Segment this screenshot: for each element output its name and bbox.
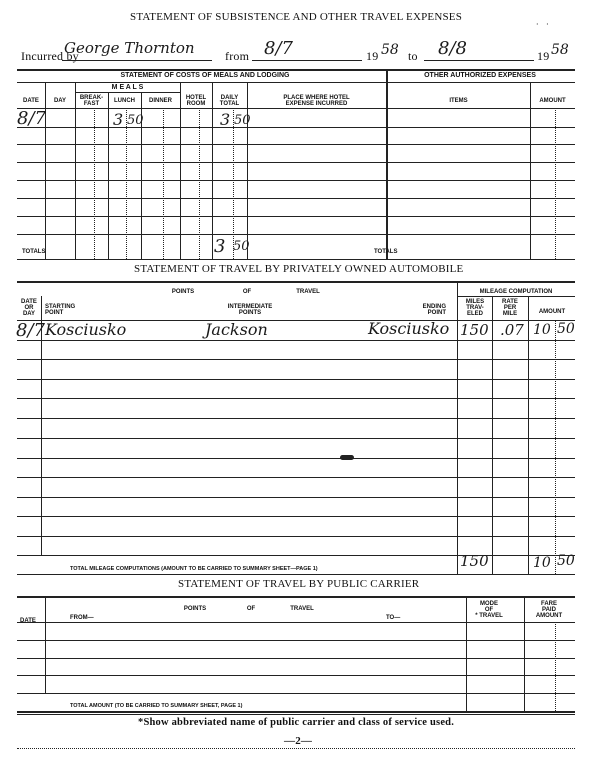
meals-entry-daily-cents: 50	[234, 113, 251, 128]
year-value-1: 58	[381, 42, 399, 58]
from-label: from	[225, 49, 250, 63]
other-expenses-title: OTHER AUTHORIZED EXPENSES	[424, 72, 536, 79]
meals-totals-dollars: 3	[214, 236, 226, 257]
meals-entry-date: 8/7	[17, 108, 46, 129]
ink-smudge	[340, 455, 354, 460]
auto-entry-end: Kosciusko	[368, 319, 450, 338]
auto-entry-date: 8/7	[16, 320, 45, 341]
carrier-of-label: OF	[246, 606, 256, 612]
col-lunch-header: LUNCH	[114, 98, 135, 104]
meals-group-label: M E A L S	[111, 84, 144, 91]
page-number: —2—	[284, 735, 313, 747]
carrier-points-label: POINTS	[183, 606, 207, 612]
footer-note: *Show abbreviated name of public carrier and class of service used.	[138, 717, 455, 728]
to-label: to	[408, 49, 418, 63]
to-date-value: 8/8	[438, 38, 467, 59]
meals-entry-daily-dollars: 3	[220, 110, 231, 129]
auto-total-miles: 150	[460, 552, 489, 570]
col-place-header: PLACE WHERE HOTEL EXPENSE INCURRED	[283, 95, 350, 107]
col-date-header: DATE	[23, 98, 39, 104]
carrier-col-mode-header: MODE OF * TRAVEL	[475, 601, 503, 619]
col-breakfast-header: BREAK- FAST	[79, 95, 104, 107]
auto-col-starting-header: STARTING POINT	[45, 304, 76, 316]
year-prefix-1: 19	[366, 49, 379, 63]
auto-points-label: POINTS	[171, 289, 195, 295]
auto-entry-intermediate: Jackson	[205, 320, 268, 339]
carrier-total-label: TOTAL AMOUNT (TO BE CARRIED TO SUMMARY SHEET, PAGE 1)	[70, 703, 243, 709]
year-value-2: 58	[551, 42, 569, 58]
meals-section-title: STATEMENT OF COSTS OF MEALS AND LODGING	[120, 72, 290, 79]
auto-entry-miles: 150	[460, 321, 489, 339]
year-prefix-2: 19	[537, 49, 550, 63]
carrier-travel-label: TRAVEL	[290, 606, 314, 612]
auto-section-title: STATEMENT OF TRAVEL BY PRIVATELY OWNED AUTOMOBILE	[134, 263, 464, 275]
auto-entry-start: Kosciusko	[45, 320, 127, 339]
carrier-col-from-header: FROM—	[70, 615, 94, 621]
auto-travel-label: TRAVEL	[296, 289, 320, 295]
page-bottom-rule	[17, 748, 575, 749]
incurred-by-underline	[62, 60, 212, 61]
auto-total-cents: 50	[557, 553, 575, 569]
col-amount-header: AMOUNT	[539, 98, 566, 104]
other-totals-label: TOTALS	[374, 249, 398, 255]
corner-mark: · ·	[536, 20, 549, 29]
carrier-col-to-header: TO—	[386, 615, 401, 621]
col-dinner-header: DINNER	[148, 98, 172, 104]
auto-entry-rate: .07	[500, 321, 524, 339]
auto-total-dollars: 10	[533, 555, 551, 571]
incurred-by-value: George Thornton	[64, 39, 195, 57]
auto-entry-amount-cents: 50	[557, 321, 575, 337]
from-underline	[252, 60, 362, 61]
auto-col-amount-header: AMOUNT	[538, 309, 566, 315]
col-daily-header: DAILY TOTAL	[219, 95, 240, 107]
auto-col-rate-header: RATE PER MILE	[502, 299, 518, 317]
auto-col-miles-header: MILES TRAV- ELED	[465, 299, 485, 317]
auto-of-label: OF	[242, 289, 252, 295]
auto-col-intermediate-header: INTERMEDIATE POINTS	[227, 304, 273, 316]
col-items-header: ITEMS	[449, 98, 468, 104]
auto-entry-amount-dollars: 10	[533, 322, 551, 338]
to-underline	[424, 60, 534, 61]
carrier-col-date-header: DATE	[20, 618, 36, 624]
carrier-col-fare-header: FARE PAID AMOUNT	[535, 601, 563, 619]
col-day-header: DAY	[53, 98, 67, 104]
incurred-by-label: Incurred by	[21, 49, 79, 63]
col-hotel-header: HOTEL ROOM	[185, 95, 207, 107]
meals-totals-cents: 50	[233, 239, 250, 254]
auto-col-ending-header: ENDING POINT	[422, 304, 446, 316]
carrier-section-title: STATEMENT OF TRAVEL BY PUBLIC CARRIER	[178, 578, 420, 590]
from-date-value: 8/7	[264, 38, 293, 59]
meals-entry-lunch-dollars: 3	[113, 110, 124, 129]
form-title: STATEMENT OF SUBSISTENCE AND OTHER TRAVEL EXPENSES	[130, 11, 463, 23]
meals-entry-lunch-cents: 50	[127, 113, 144, 128]
auto-total-label: TOTAL MILEAGE COMPUTATIONS (AMOUNT TO BE CARRIED TO SUMMARY SHEET—PAGE 1)	[70, 566, 318, 572]
meals-totals-label: TOTALS	[22, 249, 46, 255]
auto-col-date-header: DATE OR DAY	[21, 299, 37, 317]
mileage-computation-label: MILEAGE COMPUTATION	[479, 289, 553, 295]
